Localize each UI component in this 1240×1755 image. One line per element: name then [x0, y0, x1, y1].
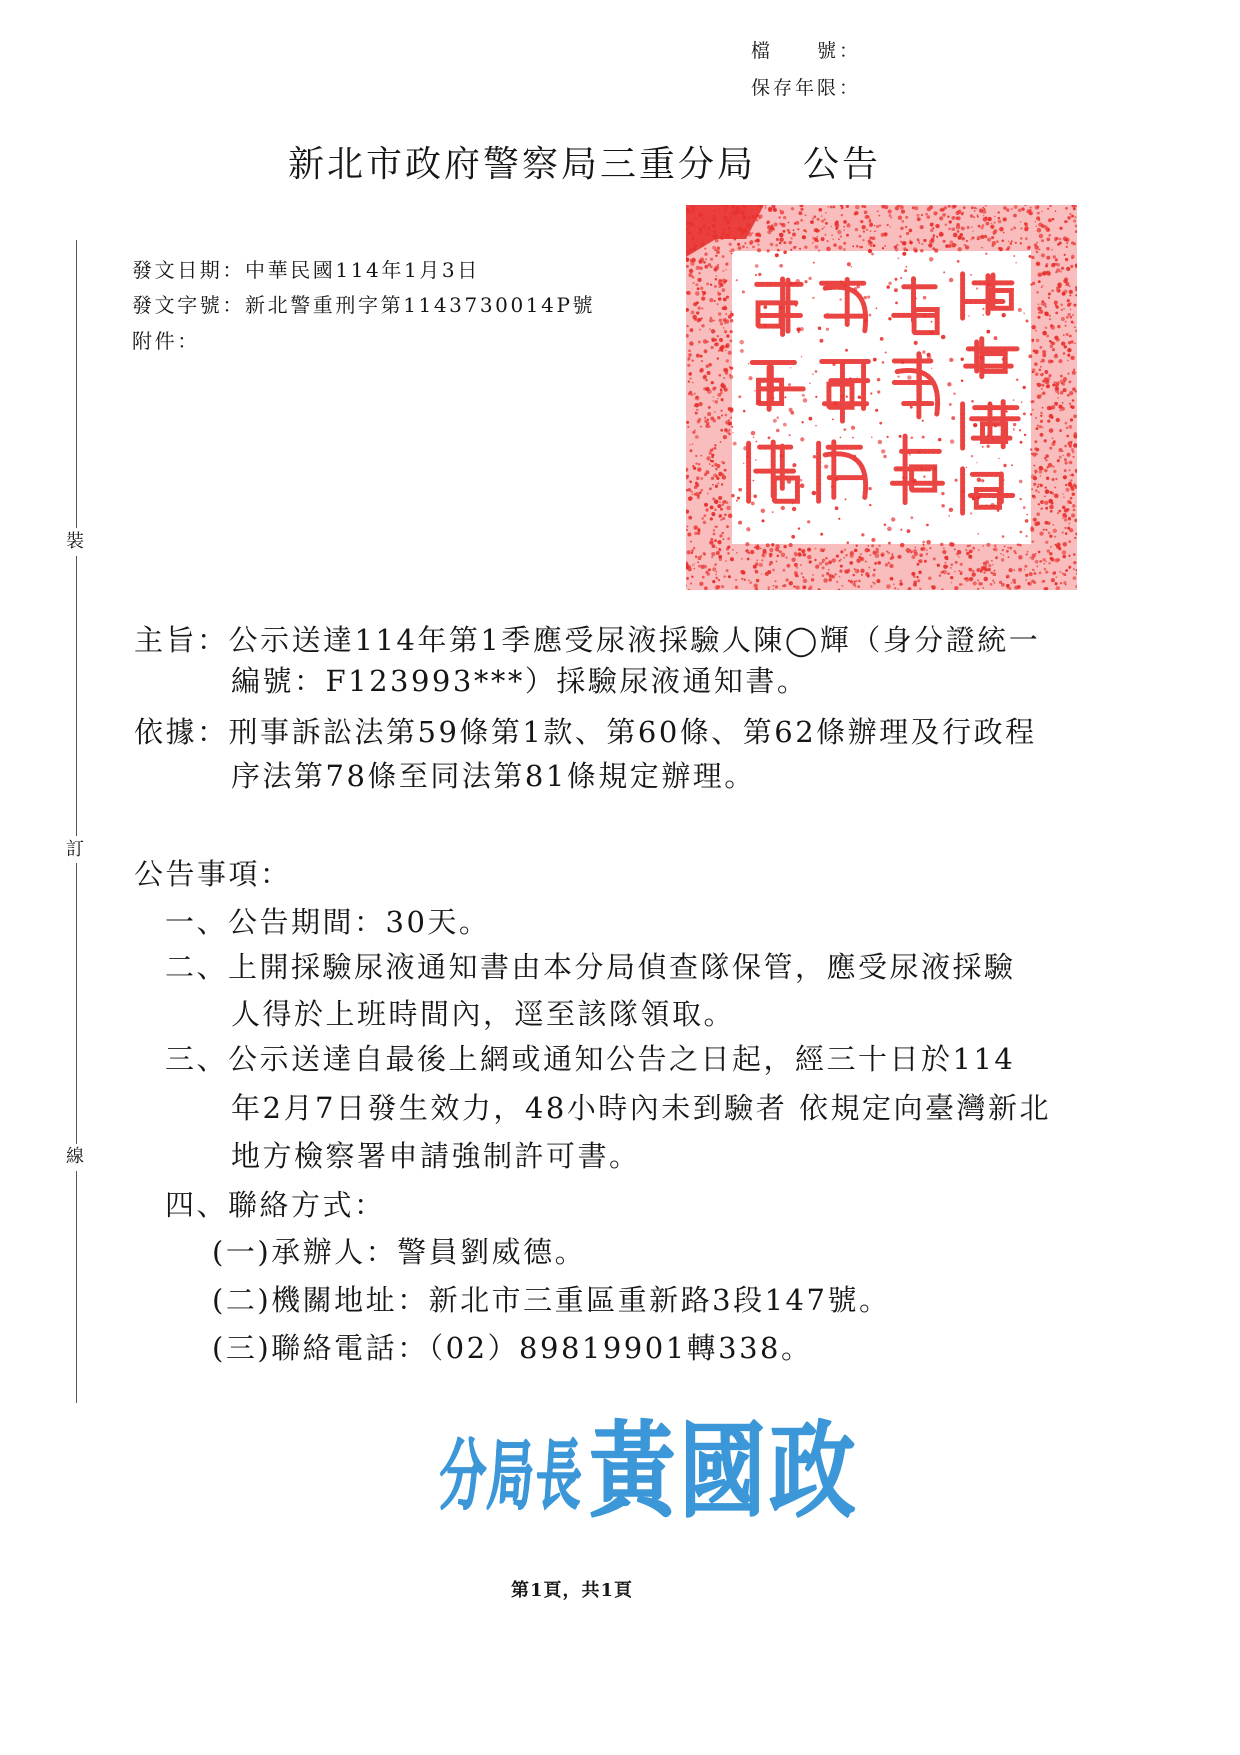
binding-mark-middle: 訂 — [66, 839, 84, 860]
binding-line-segment — [76, 240, 77, 528]
seal-glyphs — [749, 274, 1019, 513]
signature-name: 黃國政 — [589, 1410, 859, 1532]
subject-text-continued: 編號：F123993***）採驗尿液通知書。 — [231, 664, 809, 698]
notice-item-marker: 一、 — [165, 905, 229, 939]
notice-item-text-continued: 地方檢察署申請強制許可書。 — [231, 1139, 641, 1173]
binding-line-segment — [76, 863, 77, 1144]
contact-text: 承辦人：警員劉威德。 — [271, 1235, 587, 1269]
notice-item-marker: 二、 — [165, 950, 229, 984]
notice-item-text: 聯絡方式： — [228, 1188, 386, 1222]
document-number: 發文字號：新北警重刑字第1143730014P號 — [132, 293, 596, 317]
contact-marker: (一) — [212, 1235, 272, 1269]
notice-item-text: 公示送達自最後上網或通知公告之日起，經三十日於114 — [228, 1042, 1016, 1076]
attachment-label: 附件： — [132, 329, 200, 353]
seal-glyph — [819, 442, 866, 501]
subject-line — [134, 623, 1041, 657]
notice-item — [165, 1188, 386, 1222]
seal-glyph — [894, 279, 938, 333]
notice-item-text: 公告期間：30天。 — [228, 905, 491, 939]
notice-heading: 公告事項： — [134, 857, 292, 891]
basis-line — [134, 715, 1037, 749]
seal-glyph — [757, 279, 801, 335]
seal-border-band — [686, 205, 1077, 590]
contact-marker: (三) — [212, 1331, 272, 1365]
seal-speckle — [686, 205, 1077, 590]
notice-item-text: 上開採驗尿液通知書由本分局偵查隊保管，應受尿液採驗 — [228, 950, 1016, 984]
notice-item-marker: 四、 — [165, 1188, 229, 1222]
seal-glyph — [822, 361, 870, 421]
contact-marker: (二) — [212, 1283, 272, 1317]
seal-glyph — [963, 402, 1019, 448]
contact-text: 機關地址：新北市三重區重新路3段147號。 — [271, 1283, 891, 1317]
binding-line-segment — [76, 1171, 77, 1403]
notice-item-text-continued: 年2月7日發生效力，48小時內未到驗者 依規定向臺灣新北 — [231, 1091, 1052, 1125]
seal-glyph — [966, 339, 1017, 377]
notice-item-text-continued: 人得於上班時間內，逕至該隊領取。 — [231, 997, 736, 1031]
basis-text: 刑事訴訟法第59條第1款、第60條、第62條辦理及行政程 — [228, 715, 1037, 749]
seal-glyph — [894, 354, 937, 417]
seal-glyph — [963, 274, 1014, 318]
basis-label: 依據： — [134, 715, 229, 749]
retention-period-label: 保存年限： — [751, 77, 862, 99]
contact-address — [212, 1283, 891, 1317]
notice-item — [165, 905, 491, 939]
document-type: 公告 — [803, 144, 882, 185]
document-title — [288, 144, 882, 185]
basis-text-continued: 序法第78條至同法第81條規定辦理。 — [231, 759, 756, 793]
notice-item-marker: 三、 — [165, 1042, 229, 1076]
subject-label: 主旨： — [134, 623, 229, 657]
binding-mark-top: 裝 — [66, 531, 84, 552]
seal-glyph — [963, 469, 1014, 513]
binding-mark-bottom: 線 — [66, 1146, 84, 1167]
notice-item — [165, 1042, 1016, 1076]
contact-officer — [212, 1235, 587, 1269]
official-seal — [686, 205, 1077, 590]
seal-border — [686, 205, 1077, 590]
seal-glyph — [752, 363, 804, 410]
file-number-label: 檔 號： — [751, 40, 862, 62]
seal-glyph — [749, 442, 798, 501]
page-number: 第1頁，共1頁 — [511, 1580, 634, 1601]
notice-item — [165, 950, 1016, 984]
issue-date: 發文日期：中華民國114年1月3日 — [132, 258, 480, 282]
contact-phone — [212, 1331, 813, 1365]
signature-title: 分局長 — [436, 1430, 587, 1520]
contact-text: 聯絡電話：（02）89819901轉338。 — [271, 1331, 813, 1365]
subject-text: 公示送達114年第1季應受尿液採驗人陳◯輝（身分證統一 — [228, 623, 1041, 657]
issuing-agency: 新北市政府警察局三重分局 — [288, 144, 757, 185]
binding-line-segment — [76, 556, 77, 836]
seal-glyph — [892, 436, 942, 502]
